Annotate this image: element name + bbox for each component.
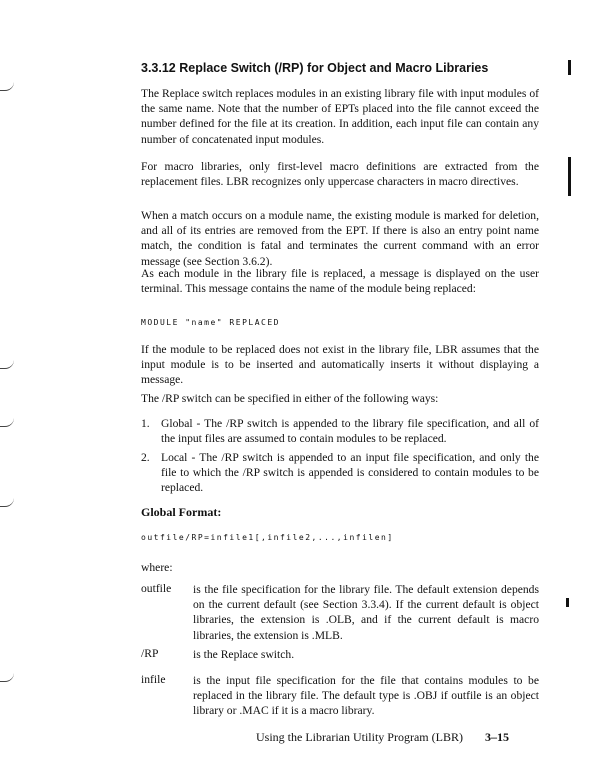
list-number: 2. (141, 451, 150, 464)
message-code: MODULE "name" REPLACED (141, 318, 280, 327)
paragraph: As each module in the library file is replaced, a message is displayed on the user terminal. This message contains the name of the module being replaced: (141, 267, 539, 296)
format-code: outfile/RP=infile1[,infile2,...,infilen] (141, 533, 394, 542)
binding-mark (0, 673, 14, 682)
binding-mark (0, 82, 14, 91)
change-bar (568, 157, 571, 196)
binding-mark (0, 498, 14, 507)
paragraph: The Replace switch replaces modules in an existing library file with input modules of the same name. Note that the number of EPTs placed into the file cannot exceed the number defined for the file at its creation. In addition, each input file can contain any number of concatenated input modules. (141, 87, 539, 146)
where-label: where: (141, 561, 173, 574)
list-number: 1. (141, 417, 150, 430)
list-item (141, 416, 539, 446)
paragraph: If the module to be replaced does not exist in the library file, LBR assumes that the input module is to be inserted and automatically inserts it without displaying a message. (141, 343, 539, 387)
footer-title: Using the Librarian Utility Program (LBR) (256, 730, 463, 744)
definition-term: infile (141, 673, 166, 686)
binding-mark (0, 360, 14, 369)
definition-desc: is the file specification for the library file. The default extension depends on the current default (see Section 3.3.4). If the current default is object libraries, the extension is .OLB, and if the current default is macro libraries, the extension is .MLB. (193, 583, 539, 642)
binding-mark (0, 418, 14, 427)
page-number: 3–15 (484, 730, 509, 744)
list-text: Global - The /RP switch is appended to the library file specification, and all of the input files are assumed to contain modules to be replaced. (161, 417, 539, 446)
change-bar (568, 60, 571, 75)
paragraph: The /RP switch can be specified in either of the following ways: (141, 392, 439, 405)
global-format-label: Global Format: (141, 505, 222, 519)
paragraph: For macro libraries, only first-level macro definitions are extracted from the replacement files. LBR recognizes only uppercase characters in macro directives. (141, 160, 539, 189)
list-item (141, 450, 539, 496)
definition-desc: is the Replace switch. (193, 648, 295, 661)
list-text: Local - The /RP switch is appended to an input file specification, and only the file to which the /RP switch is appended is considered to contain modules to be replaced. (161, 451, 539, 495)
paragraph: When a match occurs on a module name, the existing module is marked for deletion, and all of its entries are removed from the EPT. If there is also an entry point name match, the condition is fatal and terminates the current command with an error message (see Section 3.6.2). (141, 209, 539, 268)
definition-desc: is the input file specification for the file that contains modules to be replaced in the library file. The default type is .OBJ if outfile is an object library or .MAC if it is a macro library. (193, 674, 539, 718)
page-footer (256, 730, 509, 745)
definition-term: outfile (141, 582, 172, 595)
section-heading: 3.3.12 Replace Switch (/RP) for Object and Macro Libraries (141, 61, 489, 75)
definition-term: /RP (141, 647, 159, 660)
change-bar (566, 598, 569, 607)
